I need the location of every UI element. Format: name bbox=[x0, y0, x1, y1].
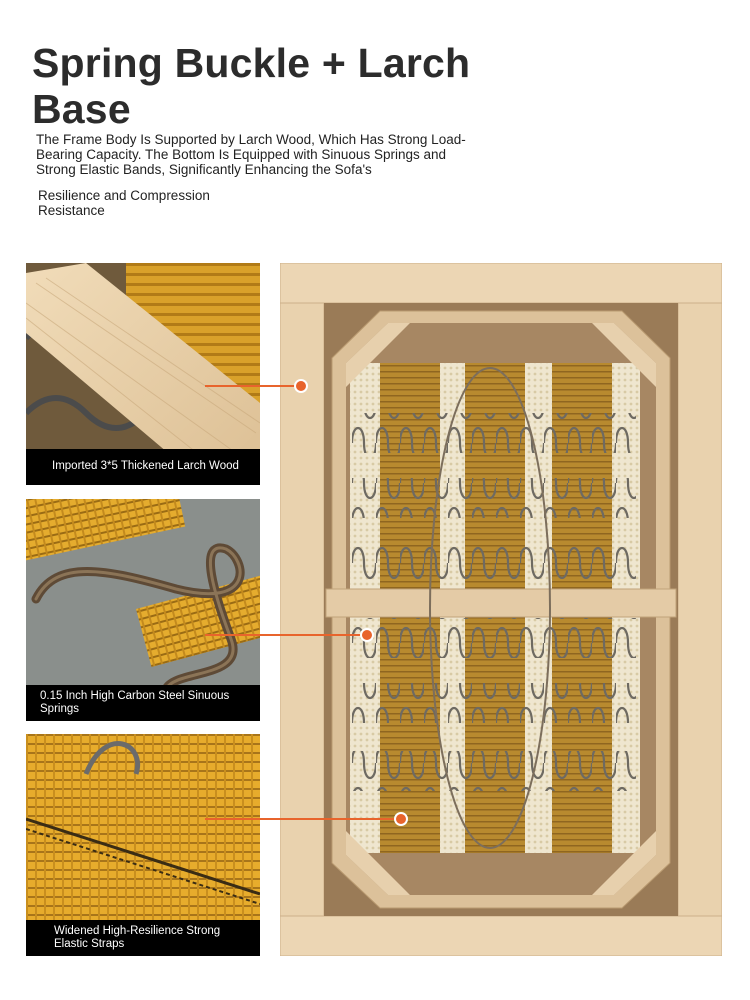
larch-wood-panel bbox=[26, 263, 260, 485]
sofa-base-frame bbox=[280, 263, 722, 956]
callout-line-spring bbox=[205, 634, 365, 636]
description-text: The Frame Body Is Supported by Larch Wood, Which Has Strong Load-Bearing Capacity. The Bottom Is Equipped with Sinuous Springs and Strong Elastic Bands, Significantly Enhancing the Sofa's bbox=[36, 132, 466, 177]
caption-steel-springs: 0.15 Inch High Carbon Steel Sinuous Springs bbox=[26, 685, 260, 721]
callout-line-wood bbox=[205, 385, 301, 387]
page-title: Spring Buckle + Larch Base bbox=[32, 40, 471, 132]
spring-panel bbox=[26, 499, 260, 721]
callout-dot-wood bbox=[294, 379, 308, 393]
sofa-base-image bbox=[280, 263, 722, 956]
caption-elastic-straps: Widened High-Resilience Strong Elastic Straps bbox=[26, 920, 260, 956]
callout-dot-strap bbox=[394, 812, 408, 826]
description-text-continued: Resilience and Compression Resistance bbox=[38, 188, 210, 218]
callout-dot-spring bbox=[360, 628, 374, 642]
callout-line-strap bbox=[205, 818, 400, 820]
strap-panel bbox=[26, 734, 260, 956]
caption-larch-wood: Imported 3*5 Thickened Larch Wood bbox=[26, 449, 260, 485]
